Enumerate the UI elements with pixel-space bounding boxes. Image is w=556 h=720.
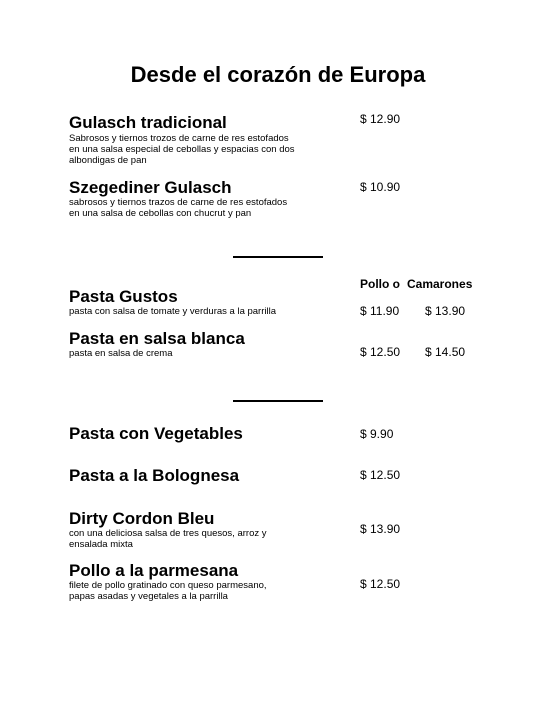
item-description-pasta-gustos: pasta con salsa de tomate y verduras a la parrilla (69, 306, 276, 317)
item-name-dirty-cordon-bleu: Dirty Cordon Bleu (69, 509, 215, 528)
section-divider (233, 400, 323, 402)
item-name-pasta-salsa-blanca: Pasta en salsa blanca (69, 329, 245, 348)
item-name-pasta-gustos: Pasta Gustos (69, 287, 178, 306)
item-description-szegediner-gulasch: sabrosos y tiernos trazos de carne de res estofados en una salsa de cebollas con chucrut y pan (69, 197, 288, 219)
item-price-pasta-vegetables: $ 9.90 (360, 427, 394, 441)
item-description-dirty-cordon-bleu: con una deliciosa salsa de tres quesos, arroz y ensalada mixta (69, 528, 267, 550)
item-price-pollo-parmesana: $ 12.50 (360, 577, 401, 591)
item-price-szegediner-gulasch: $ 10.90 (360, 180, 401, 194)
item-name-pasta-bolognesa: Pasta a la Bolognesa (69, 466, 240, 485)
item-name-gulasch-tradicional: Gulasch tradicional (69, 113, 227, 132)
section-divider (233, 256, 323, 258)
column-header-camarones: Camarones (407, 277, 473, 291)
item-price-camarones-pasta-salsa-blanca: $ 14.50 (425, 345, 466, 359)
item-price-pasta-bolognesa: $ 12.50 (360, 468, 401, 482)
menu-title: Desde el corazón de Europa (130, 62, 426, 87)
item-price-dirty-cordon-bleu: $ 13.90 (360, 522, 401, 536)
column-header-pollo: Pollo o (360, 277, 400, 291)
item-description-gulasch-tradicional: Sabrosos y tiernos trozos de carne de res estofados en una salsa especial de cebollas y espacias con dos albondigas de pan (69, 133, 295, 166)
item-description-pollo-parmesana: filete de pollo gratinado con queso parmesano, papas asadas y vegetales a la parrilla (69, 580, 267, 602)
item-price-pollo-pasta-gustos: $ 11.90 (360, 304, 400, 318)
item-description-pasta-salsa-blanca: pasta en salsa de crema (69, 348, 173, 359)
item-name-pollo-parmesana: Pollo a la parmesana (69, 561, 239, 580)
item-price-gulasch-tradicional: $ 12.90 (360, 112, 401, 126)
item-price-camarones-pasta-gustos: $ 13.90 (425, 304, 466, 318)
item-name-pasta-vegetables: Pasta con Vegetables (69, 424, 243, 443)
item-name-szegediner-gulasch: Szegediner Gulasch (69, 178, 232, 197)
item-price-pollo-pasta-salsa-blanca: $ 12.50 (360, 345, 401, 359)
